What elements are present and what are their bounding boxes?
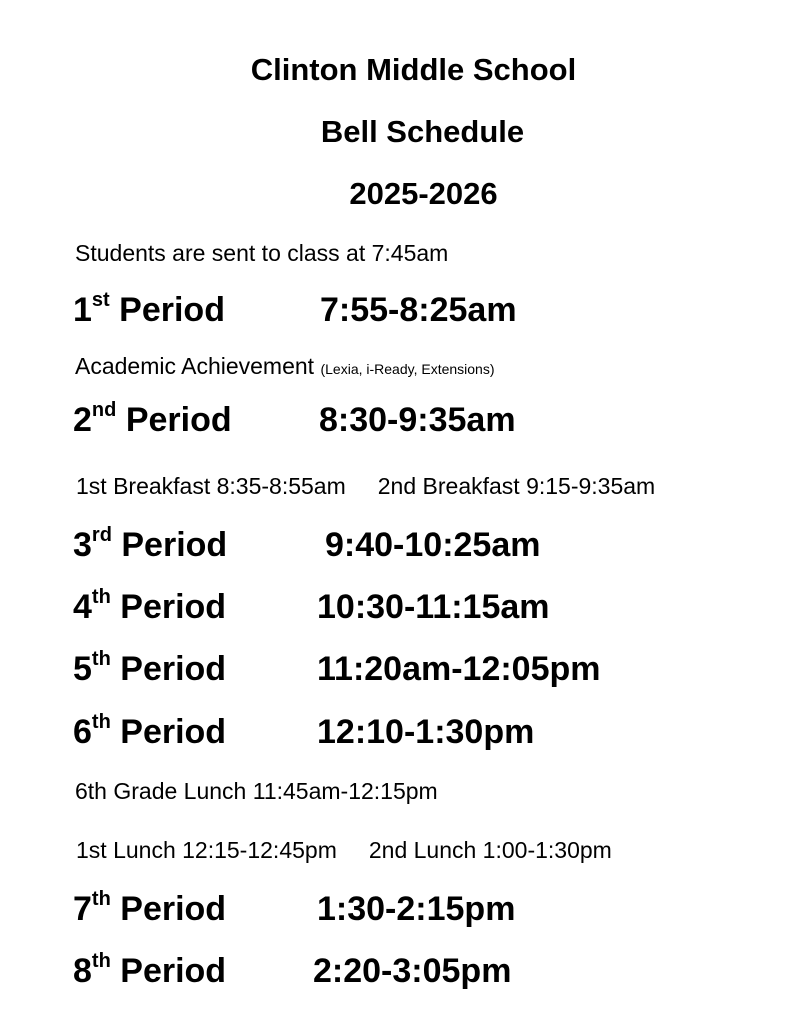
- breakfast-1: 1st Breakfast 8:35-8:55am: [76, 473, 346, 499]
- period-7-number: 7: [73, 890, 92, 928]
- academic-note: [75, 352, 495, 383]
- period-3-label: Period: [121, 526, 228, 564]
- schedule-title: Bell Schedule: [320, 114, 525, 149]
- period-1-row: [73, 288, 517, 330]
- period-6-row: [73, 710, 535, 752]
- breakfast-2: 2nd Breakfast 9:15-9:35am: [377, 473, 656, 499]
- school-name: Clinton Middle School: [250, 52, 577, 87]
- period-2-suffix: nd: [91, 398, 117, 421]
- sixth-grade-lunch-note: 6th Grade Lunch 11:45am-12:15pm: [75, 778, 438, 804]
- school-year: 2025-2026: [349, 176, 498, 211]
- period-8-label: Period: [120, 952, 227, 990]
- period-1-suffix: st: [91, 288, 110, 311]
- period-2-time: 8:30-9:35am: [319, 401, 516, 439]
- breakfast-note: [76, 472, 655, 500]
- lunch-note: [76, 836, 612, 864]
- period-5-label: Period: [120, 650, 227, 688]
- period-5-number: 5: [73, 650, 92, 688]
- period-4-suffix: th: [91, 585, 111, 608]
- lunch-2: 2nd Lunch 1:00-1:30pm: [368, 837, 612, 863]
- period-5-suffix: th: [91, 647, 111, 670]
- period-6-time: 12:10-1:30pm: [317, 713, 535, 751]
- academic-label: Academic Achievement: [75, 353, 315, 379]
- period-3-row: [73, 523, 541, 565]
- period-7-time: 1:30-2:15pm: [317, 890, 516, 928]
- lunch-1: 1st Lunch 12:15-12:45pm: [76, 837, 337, 863]
- period-3-number: 3: [73, 526, 92, 564]
- period-4-row: [73, 585, 550, 627]
- period-2-label: Period: [125, 401, 232, 439]
- period-8-number: 8: [73, 952, 92, 990]
- period-8-suffix: th: [91, 949, 111, 972]
- arrival-note: Students are sent to class at 7:45am: [75, 240, 449, 266]
- period-8-row: [73, 949, 512, 991]
- period-7-label: Period: [120, 890, 227, 928]
- period-2-number: 2: [73, 401, 92, 439]
- period-5-time: 11:20am-12:05pm: [317, 650, 601, 688]
- period-1-label: Period: [119, 291, 225, 329]
- period-3-suffix: rd: [91, 523, 112, 546]
- period-7-suffix: th: [91, 887, 111, 910]
- period-1-time: 7:55-8:25am: [320, 291, 517, 329]
- period-2-row: [73, 398, 516, 440]
- period-8-time: 2:20-3:05pm: [313, 952, 512, 990]
- period-6-label: Period: [120, 713, 227, 751]
- period-4-number: 4: [73, 588, 92, 626]
- period-6-number: 6: [73, 713, 92, 751]
- period-4-label: Period: [120, 588, 227, 626]
- period-7-row: [73, 887, 516, 929]
- period-3-time: 9:40-10:25am: [325, 526, 541, 564]
- period-5-row: [73, 647, 601, 689]
- period-6-suffix: th: [91, 710, 111, 733]
- period-4-time: 10:30-11:15am: [317, 588, 550, 626]
- academic-detail: (Lexia, i-Ready, Extensions): [320, 361, 495, 377]
- period-1-number: 1: [73, 291, 92, 329]
